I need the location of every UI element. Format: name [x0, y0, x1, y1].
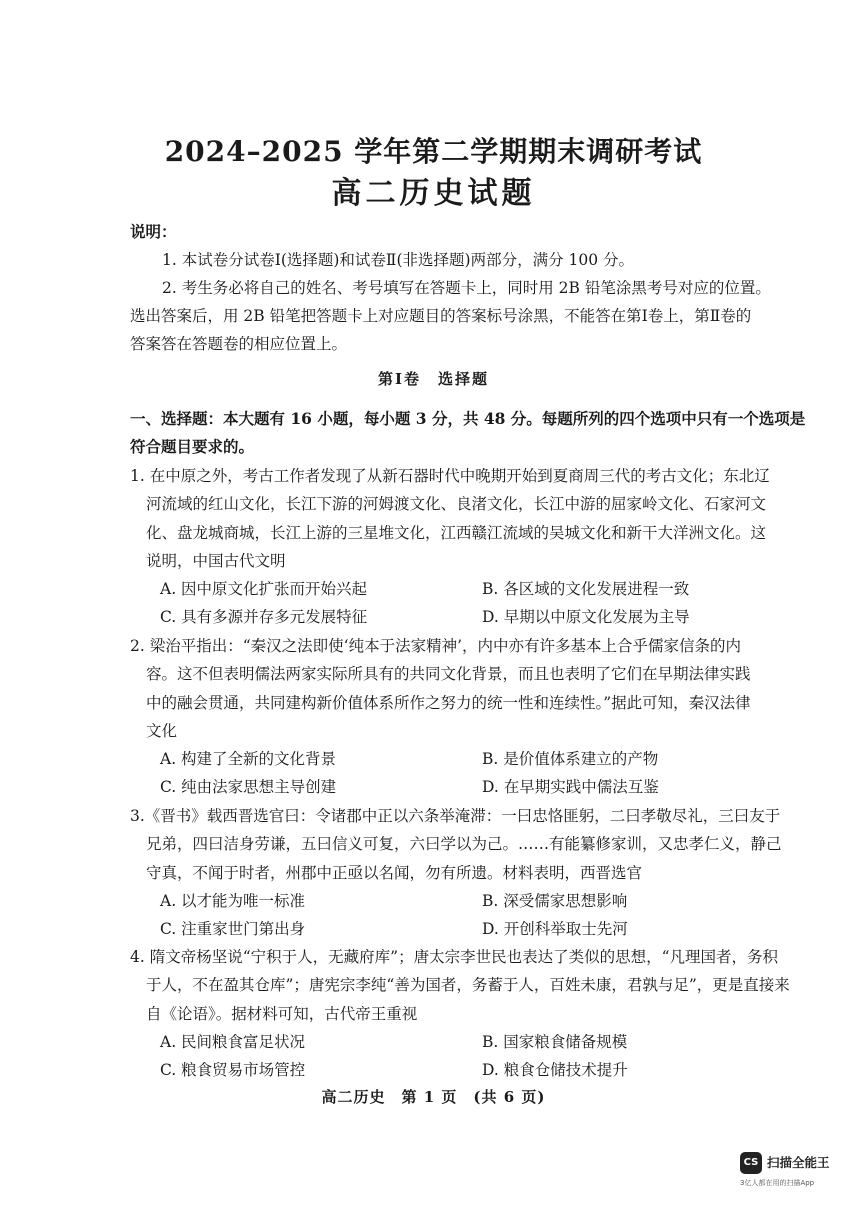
instructions-heading: 说明： [130, 222, 177, 241]
instruction-line: 答案答在答题卷的相应位置上。 [130, 335, 348, 353]
question-line: 容。这不但表明儒法两家实际所具有的共同文化背景，而且也表明了它们在早期法律实践 [146, 665, 751, 684]
instructions [130, 218, 770, 358]
question-line: 4. 隋文帝杨坚说“宁积于人，无藏府库”；唐太宗李世民也表达了类似的思想，“凡理国者，务积 [130, 948, 778, 966]
section-title: 第Ⅰ卷 选择题 [377, 370, 490, 388]
question-line: 中的融会贯通，共同建构新价值体系所作之努力的统一性和连续性。”据此可知，秦汉法律 [146, 693, 751, 712]
question-2 [130, 632, 780, 802]
question-options [130, 887, 780, 944]
question-line: 化、盘龙城商城，长江上游的三星堆文化，江西赣江流域的吴城文化和新干大洋洲文化。这 [146, 523, 767, 542]
instruction-line: 选出答案后，用 2B 铅笔把答题卡上对应题目的答案标号涂黑，不能答在第Ⅰ卷上，第Ⅱ卷的 [130, 307, 752, 325]
option-d: D. 早期以中原文化发展为主导 [482, 608, 690, 627]
instruction-line: 1. 本试卷分试卷Ⅰ(选择题)和试卷Ⅱ(非选择题)两部分，满分 100 分。 [162, 251, 635, 269]
question-line: 2. 梁治平指出：“秦汉之法即使‘纯本于法家精神’，内中亦有许多基本上合乎儒家信条的内 [130, 637, 741, 655]
question-line: 守真，不闻于时者，州郡中正亟以名闻，勿有所遗。材料表明，西晋选官 [146, 863, 643, 882]
option-a: A. 因中原文化扩张而开始兴起 [160, 580, 368, 599]
exam-subtitle: 高二历史试题 [331, 176, 536, 211]
section-intro-line: 一、选择题：本大题有 16 小题，每小题 3 分，共 48 分。每题所列的四个选项中只有一个选项是 [130, 409, 806, 428]
question-line: 兄弟，四曰洁身劳谦，五曰信义可复，六曰学以为己。……有能纂修家训，又忠孝仁义，静己 [146, 835, 782, 854]
option-c: C. 粮食贸易市场管控 [160, 1061, 306, 1080]
scanner-watermark [740, 1150, 850, 1190]
option-b: B. 深受儒家思想影响 [482, 891, 628, 910]
option-d: D. 开创科举取士先河 [482, 920, 628, 939]
question-3 [130, 802, 780, 943]
scanner-tagline: 3亿人都在用的扫描App [740, 1179, 815, 1187]
option-d: D. 在早期实践中儒法互鉴 [482, 778, 659, 797]
scanner-name: 扫描全能王 [767, 1155, 830, 1170]
question-line: 说明，中国古代文明 [146, 551, 286, 570]
question-1 [130, 462, 780, 632]
option-b: B. 是价值体系建立的产物 [482, 750, 659, 769]
page-footer: 高二历史 第 1 页 (共 6 页) [321, 1088, 546, 1106]
option-c: C. 具有多源并存多元发展特征 [160, 608, 368, 627]
option-c: C. 注重家世门第出身 [160, 920, 306, 939]
question-4 [130, 943, 790, 1084]
section-intro-line: 符合题目要求的。 [130, 437, 255, 456]
option-b: B. 国家粮食储备规模 [482, 1032, 628, 1051]
option-c: C. 纯由法家思想主导创建 [160, 778, 337, 797]
question-line: 河流域的红山文化，长江下游的河姆渡文化、良渚文化，长江中游的屈家岭文化、石家河文 [146, 495, 767, 514]
question-options [130, 1028, 780, 1085]
option-a: A. 民间粮食富足状况 [160, 1032, 306, 1051]
question-line: 3.《晋书》载西晋选官曰：令诸郡中正以六条举淹滞：一曰忠恪匪躬，二曰孝敬尽礼，三曰友于 [130, 807, 781, 825]
instruction-line: 2. 考生务必将自己的姓名、考号填写在答题卡上，同时用 2B 铅笔涂黑考号对应的位置。 [162, 279, 771, 297]
question-line: 1. 在中原之外，考古工作者发现了从新石器时代中晚期开始到夏商周三代的考古文化；东北辽 [130, 467, 770, 485]
option-a: A. 构建了全新的文化背景 [160, 750, 337, 769]
option-a: A. 以才能为唯一标准 [160, 891, 306, 910]
scanner-logo-icon: CS [740, 1152, 762, 1174]
question-options [130, 745, 780, 802]
section-intro [130, 405, 806, 461]
option-d: D. 粮食仓储技术提升 [482, 1061, 628, 1080]
question-line: 文化 [146, 721, 178, 740]
question-options [130, 575, 780, 632]
question-line: 自《论语》。据材料可知，古代帝王重视 [146, 1004, 418, 1023]
exam-title: 2024–2025 学年第二学期期末调研考试 [164, 135, 703, 168]
option-b: B. 各区域的文化发展进程一致 [482, 580, 690, 599]
question-line: 于人，不在盈其仓库”；唐宪宗李纯“善为国者，务蓄于人，百姓未康，君孰与足”，更是直接来 [146, 976, 790, 995]
